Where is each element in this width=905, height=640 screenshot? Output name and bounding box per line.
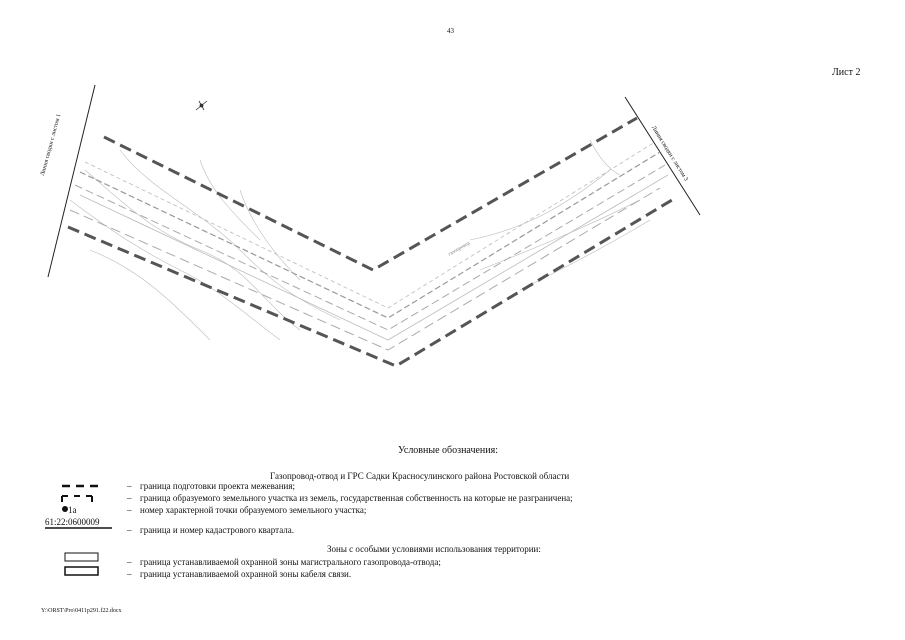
gas-zone-symbol: [65, 553, 98, 561]
left-boundary-label: Линия сводки с листом 1: [40, 113, 63, 177]
legend-item-text: граница и номер кадастрового квартала.: [140, 525, 295, 535]
zone-item-text: граница устанавливаемой охранной зоны кабеля связи.: [140, 569, 352, 579]
cable-zone-symbol: [65, 567, 98, 575]
zones-title: Зоны с особыми условиями использования территории:: [327, 544, 541, 554]
page-number: 43: [447, 27, 454, 35]
sheet-label: Лист 2: [832, 67, 861, 78]
quarter-code: 61:22:0600009: [45, 517, 100, 527]
right-boundary-label: Линия сводки с листом 3: [649, 125, 689, 183]
legend-title: Условные обозначения:: [398, 445, 499, 456]
project-title: Газопровод-отвод и ГРС Садки Красносулинского района Ростовской области: [270, 471, 570, 481]
legend-dash: –: [127, 525, 132, 535]
legend-item-text: граница подготовки проекта межевания;: [140, 481, 296, 491]
legend-dash: –: [127, 505, 132, 515]
point-number-label: 1а: [68, 505, 77, 515]
legend-dash: –: [127, 557, 132, 567]
legend-item-text: номер характерной точки образуемого земельного участка;: [140, 505, 367, 515]
legend-dash: –: [127, 493, 132, 503]
legend-dash: –: [127, 481, 132, 491]
footer-file-path: Y:\ORST\Pro\0411p291.f22.docx: [41, 608, 122, 614]
pipeline-label: газопровод: [448, 241, 471, 258]
land-plot-boundary-symbol: [62, 496, 92, 502]
legend-item-text: граница образуемого земельного участка из земель, государственная собственность на которые не разграничена;: [140, 493, 573, 503]
legend-dash: –: [127, 569, 132, 579]
zone-item-text: граница устанавливаемой охранной зоны магистрального газопровода-отвода;: [140, 557, 441, 567]
